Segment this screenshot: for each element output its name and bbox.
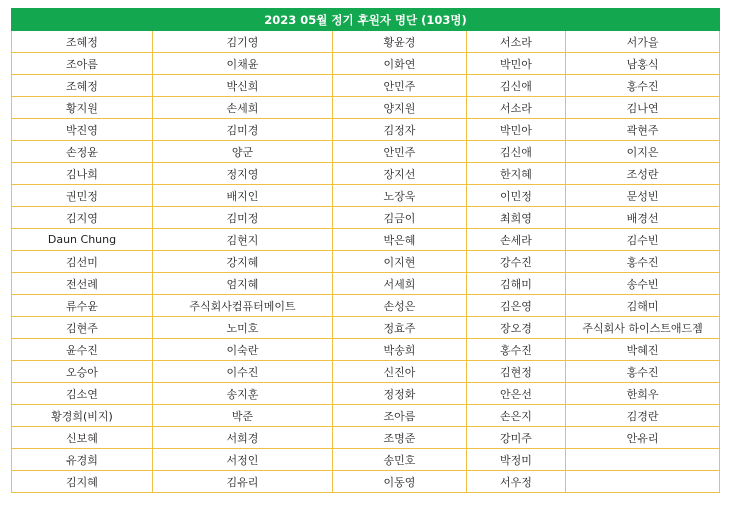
donor-name-cell: 이채윤 <box>153 53 333 75</box>
donor-name-cell <box>566 471 720 493</box>
table-row <box>12 229 720 251</box>
donor-name-cell: 안민주 <box>333 141 467 163</box>
donor-name-cell: 유경희 <box>12 449 153 471</box>
table-row <box>12 141 720 163</box>
donor-name-cell: 송수빈 <box>566 273 720 295</box>
donor-name-cell: 홍수진 <box>566 251 720 273</box>
donor-name-cell: 양지원 <box>333 97 467 119</box>
donor-name-cell: 손세라 <box>467 229 566 251</box>
donor-name-cell: 김지영 <box>12 207 153 229</box>
table-header-row <box>12 9 720 31</box>
donor-name-cell: 이화연 <box>333 53 467 75</box>
donor-name-cell: 박혜진 <box>566 339 720 361</box>
donor-name-cell: 박정미 <box>467 449 566 471</box>
table-row <box>12 471 720 493</box>
donor-name-cell: 김소연 <box>12 383 153 405</box>
donor-name-cell: 엄지혜 <box>153 273 333 295</box>
donor-name-cell: 조아름 <box>333 405 467 427</box>
donor-name-cell: 박진영 <box>12 119 153 141</box>
table-row <box>12 339 720 361</box>
donor-name-cell: 조아름 <box>12 53 153 75</box>
donor-name-cell: 황윤경 <box>333 31 467 53</box>
donor-name-cell: 이지은 <box>566 141 720 163</box>
donor-name-cell: 김금이 <box>333 207 467 229</box>
donor-name-cell: 송지훈 <box>153 383 333 405</box>
table-row <box>12 273 720 295</box>
donor-name-cell: 박민아 <box>467 119 566 141</box>
donor-name-cell: 서소라 <box>467 97 566 119</box>
donor-name-cell: 박은혜 <box>333 229 467 251</box>
donor-name-cell: Daun Chung <box>12 229 153 251</box>
donor-name-cell: 서소라 <box>467 31 566 53</box>
donor-name-cell: 이숙란 <box>153 339 333 361</box>
donor-name-cell: 홍수진 <box>566 75 720 97</box>
table-title: 2023 05월 정기 후원자 명단 (103명) <box>12 9 720 31</box>
table-row <box>12 405 720 427</box>
donor-name-cell: 박민아 <box>467 53 566 75</box>
donor-name-cell: 황경희(비지) <box>12 405 153 427</box>
donor-name-cell: 이민정 <box>467 185 566 207</box>
donor-name-cell: 강지혜 <box>153 251 333 273</box>
donor-name-cell: 노장욱 <box>333 185 467 207</box>
donor-name-cell: 신보혜 <box>12 427 153 449</box>
donor-name-cell: 김미정 <box>153 207 333 229</box>
donor-name-cell: 전선례 <box>12 273 153 295</box>
donor-name-cell: 서희경 <box>153 427 333 449</box>
table-row <box>12 449 720 471</box>
donor-name-cell: 서정인 <box>153 449 333 471</box>
donor-name-cell: 장오경 <box>467 317 566 339</box>
donor-name-cell: 김기영 <box>153 31 333 53</box>
donor-name-cell: 손정윤 <box>12 141 153 163</box>
donor-name-cell: 조명준 <box>333 427 467 449</box>
table-row <box>12 97 720 119</box>
donor-name-cell: 김은영 <box>467 295 566 317</box>
donor-name-cell: 송민호 <box>333 449 467 471</box>
donor-name-cell: 류수윤 <box>12 295 153 317</box>
donor-name-cell: 손성은 <box>333 295 467 317</box>
donor-name-cell: 장지선 <box>333 163 467 185</box>
table-row <box>12 185 720 207</box>
donor-name-cell: 한지혜 <box>467 163 566 185</box>
donor-name-cell: 윤수진 <box>12 339 153 361</box>
donor-name-cell: 서우정 <box>467 471 566 493</box>
donor-name-cell: 김경란 <box>566 405 720 427</box>
table-row <box>12 317 720 339</box>
donor-name-cell: 오승아 <box>12 361 153 383</box>
donor-name-cell: 문성빈 <box>566 185 720 207</box>
table-row <box>12 361 720 383</box>
donor-name-cell: 서가을 <box>566 31 720 53</box>
donor-name-cell: 최희영 <box>467 207 566 229</box>
table-row <box>12 207 720 229</box>
donor-name-cell: 배지인 <box>153 185 333 207</box>
donor-name-cell: 노미호 <box>153 317 333 339</box>
donor-name-cell: 김해미 <box>566 295 720 317</box>
table-row <box>12 383 720 405</box>
donor-name-cell: 권민정 <box>12 185 153 207</box>
donor-name-cell: 안민주 <box>333 75 467 97</box>
donor-name-cell: 정지영 <box>153 163 333 185</box>
donor-name-cell: 이지현 <box>333 251 467 273</box>
donor-name-cell: 양군 <box>153 141 333 163</box>
donor-name-cell: 주식회사컴퓨터메이트 <box>153 295 333 317</box>
donor-name-cell <box>566 449 720 471</box>
donor-table-body <box>12 31 720 493</box>
donor-name-cell: 김미경 <box>153 119 333 141</box>
table-row <box>12 119 720 141</box>
donor-name-cell: 홍수진 <box>566 361 720 383</box>
table-row <box>12 31 720 53</box>
donor-name-cell: 조혜정 <box>12 75 153 97</box>
donor-name-cell: 홍수진 <box>467 339 566 361</box>
donor-name-cell: 신진아 <box>333 361 467 383</box>
donor-name-cell: 이동영 <box>333 471 467 493</box>
donor-name-cell: 김나연 <box>566 97 720 119</box>
donor-name-cell: 박송희 <box>333 339 467 361</box>
donor-name-cell: 정효주 <box>333 317 467 339</box>
donor-name-cell: 김정자 <box>333 119 467 141</box>
donor-name-cell: 김현정 <box>467 361 566 383</box>
table-row <box>12 427 720 449</box>
donor-name-cell: 김유리 <box>153 471 333 493</box>
donor-name-cell: 이수진 <box>153 361 333 383</box>
donor-name-cell: 손은지 <box>467 405 566 427</box>
donor-name-cell: 김신애 <box>467 141 566 163</box>
table-row <box>12 251 720 273</box>
donor-name-cell: 남홍식 <box>566 53 720 75</box>
donor-name-cell: 김해미 <box>467 273 566 295</box>
donor-name-cell: 손세희 <box>153 97 333 119</box>
donor-name-cell: 김나희 <box>12 163 153 185</box>
donor-name-cell: 한희우 <box>566 383 720 405</box>
donor-name-cell: 정정화 <box>333 383 467 405</box>
table-row <box>12 295 720 317</box>
donor-name-cell: 배경선 <box>566 207 720 229</box>
table-row <box>12 53 720 75</box>
donor-name-cell: 황지원 <box>12 97 153 119</box>
table-row <box>12 75 720 97</box>
donor-name-cell: 박신희 <box>153 75 333 97</box>
donor-name-cell: 곽현주 <box>566 119 720 141</box>
donor-name-cell: 김현지 <box>153 229 333 251</box>
donor-name-cell: 서세희 <box>333 273 467 295</box>
donor-name-cell: 김지혜 <box>12 471 153 493</box>
donor-name-cell: 김현주 <box>12 317 153 339</box>
table-row <box>12 163 720 185</box>
donor-name-cell: 김신애 <box>467 75 566 97</box>
donor-name-cell: 주식회사 하이스트애드젬 <box>566 317 720 339</box>
donor-name-cell: 김수빈 <box>566 229 720 251</box>
donor-name-cell: 강수진 <box>467 251 566 273</box>
donor-name-cell: 조혜정 <box>12 31 153 53</box>
donor-name-cell: 박준 <box>153 405 333 427</box>
donor-name-cell: 김선미 <box>12 251 153 273</box>
donor-list-table <box>11 8 720 493</box>
donor-name-cell: 강미주 <box>467 427 566 449</box>
donor-name-cell: 조성란 <box>566 163 720 185</box>
donor-name-cell: 안유리 <box>566 427 720 449</box>
donor-name-cell: 안은선 <box>467 383 566 405</box>
